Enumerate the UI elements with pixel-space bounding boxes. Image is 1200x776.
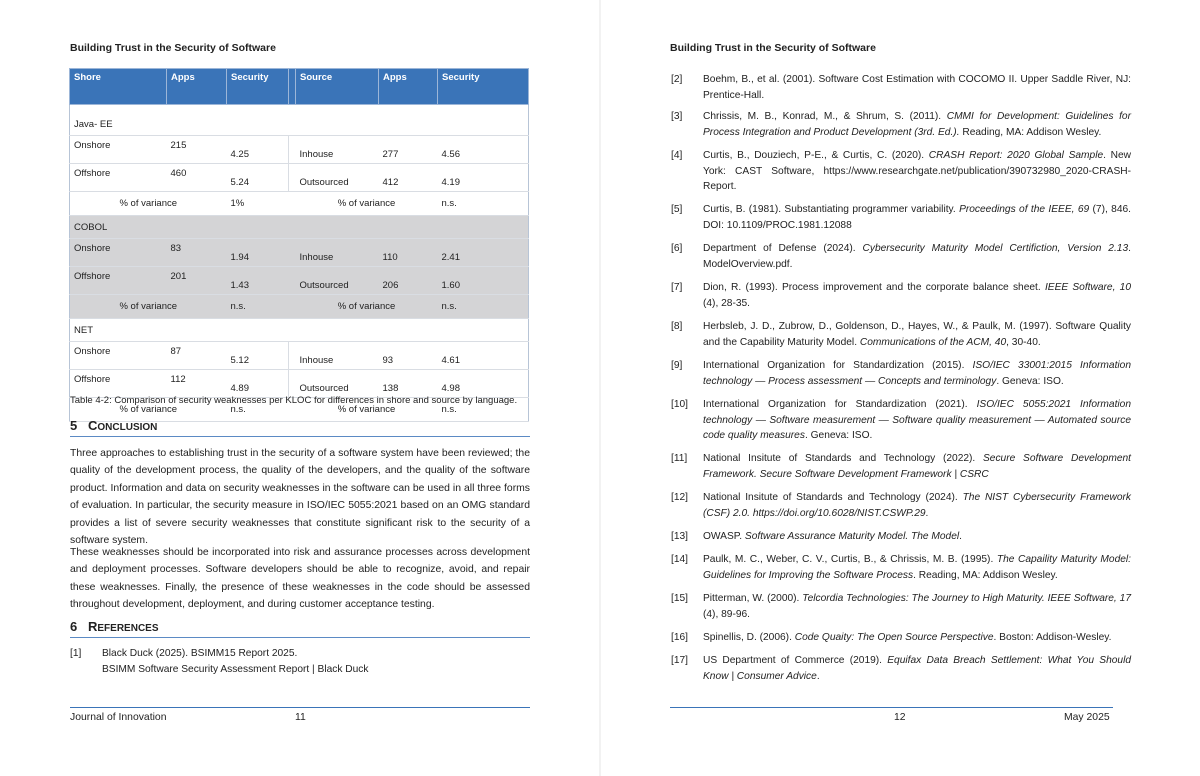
reference-title: CRASH Report: 2020 Global Sample <box>928 150 1104 161</box>
cell: 1.60 <box>438 267 529 295</box>
reference-number: [4] <box>671 150 683 161</box>
language-label: COBOL <box>70 216 529 239</box>
page-number: 11 <box>295 712 306 723</box>
variance-row <box>70 295 529 319</box>
reference-title: The NIST Cybersecurity Framework (CSF) 2.0. https://doi.org/10.6028/NIST.CSWP.29 <box>703 492 1132 519</box>
reference-authors: US Department of Commerce (2019). <box>703 655 888 666</box>
reference-source: (4), 89-96. <box>703 608 750 620</box>
cell: 1.43 <box>227 267 289 295</box>
page-11 <box>0 0 599 776</box>
reference-number: [2] <box>671 74 683 85</box>
reference-authors: Curtis, B. (1981). Substantiating programmer variability. <box>703 204 960 215</box>
table-row <box>70 370 529 398</box>
variance-label: % of variance <box>296 398 438 422</box>
reference-text <box>703 653 1131 684</box>
reference-text <box>703 72 1131 103</box>
reference-authors: Boehm, B., et al. (2001). Software Cost Estimation with COCOMO II. Upper Saddle River, NJ: Prentice-Hall. <box>703 74 1131 101</box>
variance-value: n.s. <box>438 398 529 422</box>
reference-authors: Department of Defense (2024). <box>703 243 863 254</box>
reference-title: Software Assurance Maturity Model. The Model <box>744 531 960 542</box>
reference-source: (7), 846. DOI: 10.1109/PROC.1981.12088 <box>703 204 1131 231</box>
col-header: Shore <box>70 69 167 105</box>
reference-source: . New York: CAST Software, https://www.researchgate.net/publication/390732980_2020-CRASH-Report. <box>703 150 1132 193</box>
table-row <box>70 342 529 370</box>
reference-authors: Curtis, B., Douziech, P-E., & Curtis, C. (2020). <box>703 150 929 161</box>
reference-text <box>703 397 1131 444</box>
running-head: Building Trust in the Security of Software <box>670 42 876 54</box>
col-header: Apps <box>167 69 227 105</box>
cell: 215 <box>167 136 227 164</box>
variance-label: % of variance <box>296 192 438 216</box>
col-gap <box>289 192 296 216</box>
cell: 277 <box>379 136 438 164</box>
reference-number: [1] <box>70 648 82 659</box>
page-12 <box>601 0 1200 776</box>
running-head: Building Trust in the Security of Software <box>70 42 276 54</box>
reference-text <box>703 319 1131 350</box>
section-heading-conclusion <box>70 418 530 437</box>
variance-label: % of variance <box>70 192 227 216</box>
cell: 93 <box>379 342 438 370</box>
col-gap <box>289 295 296 319</box>
security-comparison-table <box>69 68 529 422</box>
reference-authors: Dion, R. (1993). Process improvement and the corporate balance sheet. <box>703 282 1045 293</box>
cell: Offshore <box>70 267 167 295</box>
reference-text <box>703 630 1131 646</box>
variance-value: n.s. <box>227 398 289 422</box>
reference-number: [12] <box>671 492 688 503</box>
reference-number: [5] <box>671 204 683 215</box>
reference-authors: Herbsleb, J. D., Zubrow, D., Goldenson, D., Hayes, W., & Paulk, M. (1997). Software Quality and the Capability Maturity Model. <box>703 321 1131 348</box>
reference-text <box>703 358 1131 389</box>
reference-title: ISO/IEC 33001:2015 Information technology — Process assessment — Concepts and terminology <box>703 360 1131 387</box>
col-gap <box>289 342 296 370</box>
reference-number: [7] <box>671 282 683 293</box>
language-row <box>70 319 529 342</box>
variance-value: 1% <box>227 192 289 216</box>
cell: Offshore <box>70 164 167 192</box>
table-header-row <box>70 69 529 105</box>
reference-authors: National Insitute of Standards and Technology (2022). <box>703 453 983 464</box>
variance-label: % of variance <box>296 295 438 319</box>
section-title-initial: R <box>88 619 98 634</box>
reference-number: [16] <box>671 632 688 643</box>
cell: 87 <box>167 342 227 370</box>
table-row <box>70 136 529 164</box>
reference-title: Equifax Data Breach Settlement: What You Should Know | Consumer Advice <box>703 655 1131 682</box>
cell: 2.41 <box>438 239 529 267</box>
table-row <box>70 239 529 267</box>
reference-text <box>703 552 1131 583</box>
reference-number: [10] <box>671 399 688 410</box>
reference-title: CMMI for Development: Guidelines for Process Integration and Product Development (3rd. Ed.). <box>703 111 1131 138</box>
reference-source: . Geneva: ISO. <box>804 430 873 442</box>
reference-number: [15] <box>671 593 688 604</box>
cell: Inhouse <box>296 239 379 267</box>
reference-text <box>703 280 1131 311</box>
cell: Inhouse <box>296 342 379 370</box>
reference-source: . ModelOverview.pdf. <box>703 243 1131 270</box>
reference-title: Proceedings of the IEEE, 69 <box>959 204 1090 215</box>
reference-title: The Capaility Maturity Model: Guidelines for Improving the Software Process <box>703 554 1132 581</box>
table-caption: Table 4-2: Comparison of security weaknesses per KLOC for differences in shore and source by language. <box>70 395 518 406</box>
issue-date: May 2025 <box>1064 712 1110 723</box>
reference-number: [3] <box>671 111 683 122</box>
reference-source: . <box>959 531 962 542</box>
cell: Outsourced <box>296 370 379 398</box>
reference-title: Code Quaity: The Open Source Perspective <box>794 632 994 643</box>
reference-text <box>703 109 1131 140</box>
table-row <box>70 164 529 192</box>
reference-number: [6] <box>671 243 683 254</box>
cell: Offshore <box>70 370 167 398</box>
col-gap <box>289 370 296 398</box>
footer-rule <box>670 707 1113 708</box>
reference-source: . <box>925 507 929 519</box>
cell: 5.12 <box>227 342 289 370</box>
language-row <box>70 105 529 136</box>
cell: Inhouse <box>296 136 379 164</box>
reference-number: [11] <box>671 453 688 464</box>
cell: 4.61 <box>438 342 529 370</box>
reference-text <box>703 202 1131 233</box>
cell: 4.98 <box>438 370 529 398</box>
col-header: Source <box>296 69 379 105</box>
reference-authors: OWASP. <box>703 531 745 542</box>
conclusion-paragraph-1: Three approaches to establishing trust in the security of a software system have been reviewed; the quality of the development process, the quality of the developers, and the quality of the software product. Information and data on security weaknesses in the software can be used in all three forms of evaluation. In particular, the security measure in ISO/IEC 5055:2021 based on an OMG standard provides a list of severe security weaknesses that constitute significant risk to the security of a software system. <box>70 448 530 547</box>
col-header: Security <box>227 69 289 105</box>
cell: Onshore <box>70 342 167 370</box>
reference-authors: Paulk, M. C., Weber, C. V., Curtis, B., & Chrissis, M. B. (1995). <box>703 554 997 565</box>
reference-item <box>70 646 530 680</box>
reference-link[interactable]: BSIMM Software Security Assessment Report | Black Duck <box>102 663 369 675</box>
reference-title: Communications of the ACM, 40 <box>859 336 1007 348</box>
col-gap <box>289 267 296 295</box>
cell: Outsourced <box>296 164 379 192</box>
cell: 83 <box>167 239 227 267</box>
cell: 138 <box>379 370 438 398</box>
reference-source: . Geneva: ISO. <box>996 375 1064 387</box>
reference-title: IEEE Software, 10 <box>1044 282 1131 293</box>
variance-label: % of variance <box>70 295 227 319</box>
cell: 4.25 <box>227 136 289 164</box>
cell: 110 <box>379 239 438 267</box>
reference-number: [13] <box>671 531 688 542</box>
col-gap <box>289 164 296 192</box>
reference-source: Reading, MA: Addison Wesley. <box>959 126 1102 138</box>
cell: Onshore <box>70 136 167 164</box>
reference-text <box>703 591 1131 622</box>
reference-source: (4), 28-35. <box>703 297 750 309</box>
conclusion-paragraph-2: These weaknesses should be incorporated into risk and assurance processes across development and deployment processes. Software developers should be able to recognize, avoid, and repair these weaknesses. Finally, the presence of these weaknesses in the code should be assessed throughout development, deployment, and during customer acceptance testing. <box>70 547 530 611</box>
variance-value: n.s. <box>227 295 289 319</box>
cell: 206 <box>379 267 438 295</box>
reference-authors: Spinellis, D. (2006). <box>703 632 795 643</box>
reference-number: [17] <box>671 655 688 666</box>
reference-authors: International Organization for Standardization (2021). <box>703 399 977 410</box>
reference-title: Telcordia Technologies: The Journey to High Maturity. IEEE Software, 17 <box>802 593 1131 604</box>
reference-authors: Chrissis, M. B., Konrad, M., & Shrum, S. (2011). <box>703 111 947 122</box>
cell: Onshore <box>70 239 167 267</box>
reference-title: Secure Software Development Framework. Secure Software Development Framework | CSRC <box>703 453 1131 480</box>
reference-source: . <box>816 670 820 682</box>
cell: 4.19 <box>438 164 529 192</box>
col-header: Security <box>438 69 529 105</box>
journal-name: Journal of Innovation <box>70 712 167 723</box>
language-label: NET <box>70 319 529 342</box>
variance-row <box>70 192 529 216</box>
cell: 4.89 <box>227 370 289 398</box>
cell: 5.24 <box>227 164 289 192</box>
reference-text <box>703 451 1131 482</box>
section-title-rest: ONCLUSION <box>97 422 158 433</box>
cell: Outsourced <box>296 267 379 295</box>
cell: 1.94 <box>227 239 289 267</box>
reference-line: Black Duck (2025). BSIMM15 Report 2025. <box>102 648 298 659</box>
variance-value: n.s. <box>438 295 529 319</box>
col-header: Apps <box>379 69 438 105</box>
section-title-rest: EFERENCES <box>97 623 159 634</box>
reference-title: ISO/IEC 5055:2021 Information technology — Software measurement — Software quality measurement — Automated source code quality measures <box>703 399 1131 442</box>
reference-text <box>102 646 530 677</box>
cell: 201 <box>167 267 227 295</box>
language-row <box>70 216 529 239</box>
cell: 4.56 <box>438 136 529 164</box>
cell: 112 <box>167 370 227 398</box>
page-number: 12 <box>894 712 906 723</box>
reference-source: . Boston: Addison-Wesley. <box>993 632 1112 643</box>
reference-title: Cybersecurity Maturity Model Certifiction, Version 2.13 <box>862 243 1129 254</box>
footer-rule <box>70 707 530 708</box>
col-gap <box>289 136 296 164</box>
cell: 460 <box>167 164 227 192</box>
variance-value: n.s. <box>438 192 529 216</box>
reference-authors: National Insitute of Standards and Technology (2024). <box>703 492 963 503</box>
reference-authors: International Organization for Standardization (2015). <box>703 360 973 371</box>
language-label: Java- EE <box>70 105 529 136</box>
reference-number: [9] <box>671 360 683 371</box>
variance-label: % of variance <box>70 398 227 422</box>
cell: 412 <box>379 164 438 192</box>
section-title-initial: C <box>88 418 98 433</box>
col-gap <box>289 239 296 267</box>
reference-text <box>703 490 1131 521</box>
reference-text <box>703 529 1131 545</box>
reference-authors: Pitterman, W. (2000). <box>703 593 803 604</box>
reference-source: . Reading, MA: Addison Wesley. <box>913 569 1058 581</box>
section-number: 6 <box>70 619 78 634</box>
col-gap <box>289 69 296 105</box>
reference-text <box>703 148 1131 195</box>
reference-number: [14] <box>671 554 688 565</box>
section-number: 5 <box>70 418 78 433</box>
section-heading-references <box>70 619 530 638</box>
reference-source: , 30-40. <box>1006 336 1041 348</box>
reference-text <box>703 241 1131 272</box>
reference-number: [8] <box>671 321 683 332</box>
table-row <box>70 267 529 295</box>
